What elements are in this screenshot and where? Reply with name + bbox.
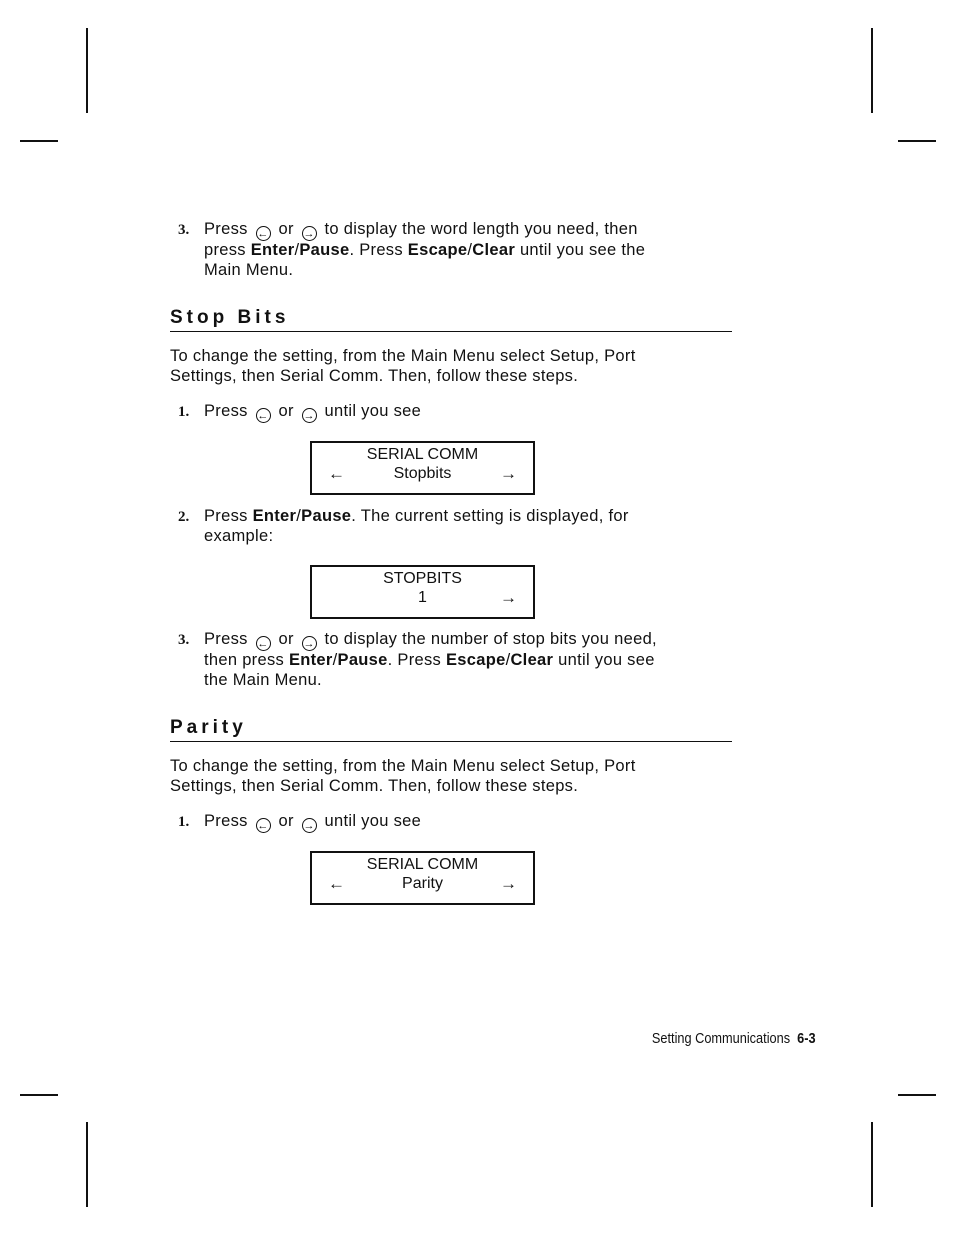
crop-mark — [871, 1122, 873, 1207]
page-number: 6-3 — [797, 1030, 816, 1047]
lcd-line-1: SERIAL COMM — [366, 856, 479, 873]
left-arrow-icon: ← — [328, 464, 345, 483]
step-number: 1. — [178, 814, 190, 830]
slash: / — [467, 241, 473, 259]
step-text-part: example: — [204, 526, 274, 545]
step-text — [204, 402, 421, 423]
step-text-part: until you see the — [519, 241, 646, 259]
step-text-part: . The current setting is displayed, for — [351, 507, 629, 525]
step-text-part: Press — [204, 812, 248, 830]
intro-line: To change the setting, from the Main Menu select Setup, Port — [170, 757, 636, 775]
pause-key-label: Pause — [337, 651, 388, 669]
clear-key-label: Clear — [510, 651, 554, 669]
left-arrow-key-icon: ← — [257, 410, 269, 422]
enter-key-label: Enter — [252, 507, 297, 525]
section-heading-parity: Parity — [170, 717, 247, 738]
heading-rule — [170, 331, 732, 332]
left-arrow-key-icon: ← — [257, 638, 269, 650]
step-text-part: or — [278, 812, 294, 830]
footer-section-title: Setting Communications — [652, 1030, 791, 1047]
section-intro — [170, 757, 636, 796]
section-heading-stop-bits: Stop Bits — [170, 307, 290, 328]
intro-line: Settings, then Serial Comm. Then, follow these steps. — [170, 776, 579, 795]
left-arrow-key-icon: ← — [257, 228, 269, 240]
step-text-part: until you see — [324, 812, 422, 830]
step-text-part: . Press — [349, 241, 403, 259]
right-arrow-key-icon: → — [303, 820, 315, 832]
enter-key-label: Enter — [288, 651, 333, 669]
slash: / — [505, 651, 511, 669]
lcd-line-2: Stopbits — [393, 465, 452, 482]
left-arrow-icon: ← — [328, 874, 345, 893]
right-arrow-key-icon: → — [303, 410, 315, 422]
crop-mark — [871, 28, 873, 113]
step-text-part: press — [204, 241, 246, 259]
right-arrow-key-icon: → — [303, 228, 315, 240]
lcd-line-2: 1 — [418, 589, 427, 606]
clear-key-label: Clear — [472, 241, 516, 259]
lcd-display — [310, 441, 535, 495]
step-number: 1. — [178, 404, 190, 420]
slash: / — [332, 651, 338, 669]
step-text — [204, 220, 645, 280]
intro-line: To change the setting, from the Main Menu select Setup, Port — [170, 347, 636, 365]
escape-key-label: Escape — [445, 651, 506, 669]
lcd-line-1: SERIAL COMM — [366, 446, 479, 463]
step-number: 2. — [178, 509, 190, 525]
step-text-part: Press — [204, 507, 248, 525]
crop-mark — [86, 28, 88, 113]
step-number: 3. — [178, 222, 190, 238]
page-footer — [652, 1030, 816, 1047]
step-text-part: to display the number of stop bits you need, — [324, 630, 657, 648]
step-text-part: Press — [204, 630, 248, 648]
lcd-line-1: STOPBITS — [383, 570, 462, 587]
right-arrow-icon: → — [500, 874, 517, 893]
pause-key-label: Pause — [301, 507, 352, 525]
step-text — [204, 630, 657, 690]
crop-mark — [898, 140, 936, 142]
step-text-part: . Press — [387, 651, 442, 669]
left-arrow-key-icon: ← — [257, 820, 269, 832]
step-text-part: to display the word length you need, then — [324, 220, 638, 238]
section-intro — [170, 347, 636, 386]
crop-mark — [86, 1122, 88, 1207]
step-number: 3. — [178, 632, 190, 648]
pause-key-label: Pause — [299, 241, 350, 259]
lcd-display — [310, 565, 535, 619]
step-text-part: Main Menu. — [204, 260, 294, 279]
crop-mark — [20, 140, 58, 142]
right-arrow-key-icon: → — [303, 638, 315, 650]
lcd-display — [310, 851, 535, 905]
step-text-part: the Main Menu. — [204, 670, 322, 689]
slash: / — [294, 241, 300, 259]
intro-line: Settings, then Serial Comm. Then, follow these steps. — [170, 366, 579, 385]
heading-rule — [170, 741, 732, 742]
slash: / — [296, 507, 302, 525]
step-text-part: Press — [204, 220, 248, 238]
step-text-part: Press — [204, 402, 248, 420]
step-text-part: until you see — [324, 402, 422, 420]
enter-key-label: Enter — [250, 241, 295, 259]
step-text-part: or — [278, 630, 294, 648]
step-text-part: or — [278, 220, 294, 238]
step-text-part: then press — [204, 651, 285, 669]
crop-mark — [20, 1094, 58, 1096]
lcd-line-2: Parity — [402, 875, 443, 892]
step-text — [204, 812, 421, 833]
escape-key-label: Escape — [407, 241, 468, 259]
step-text-part: until you see — [558, 651, 655, 669]
crop-mark — [898, 1094, 936, 1096]
right-arrow-icon: → — [500, 588, 517, 607]
right-arrow-icon: → — [500, 464, 517, 483]
step-text-part: or — [278, 402, 294, 420]
step-text — [204, 507, 629, 546]
